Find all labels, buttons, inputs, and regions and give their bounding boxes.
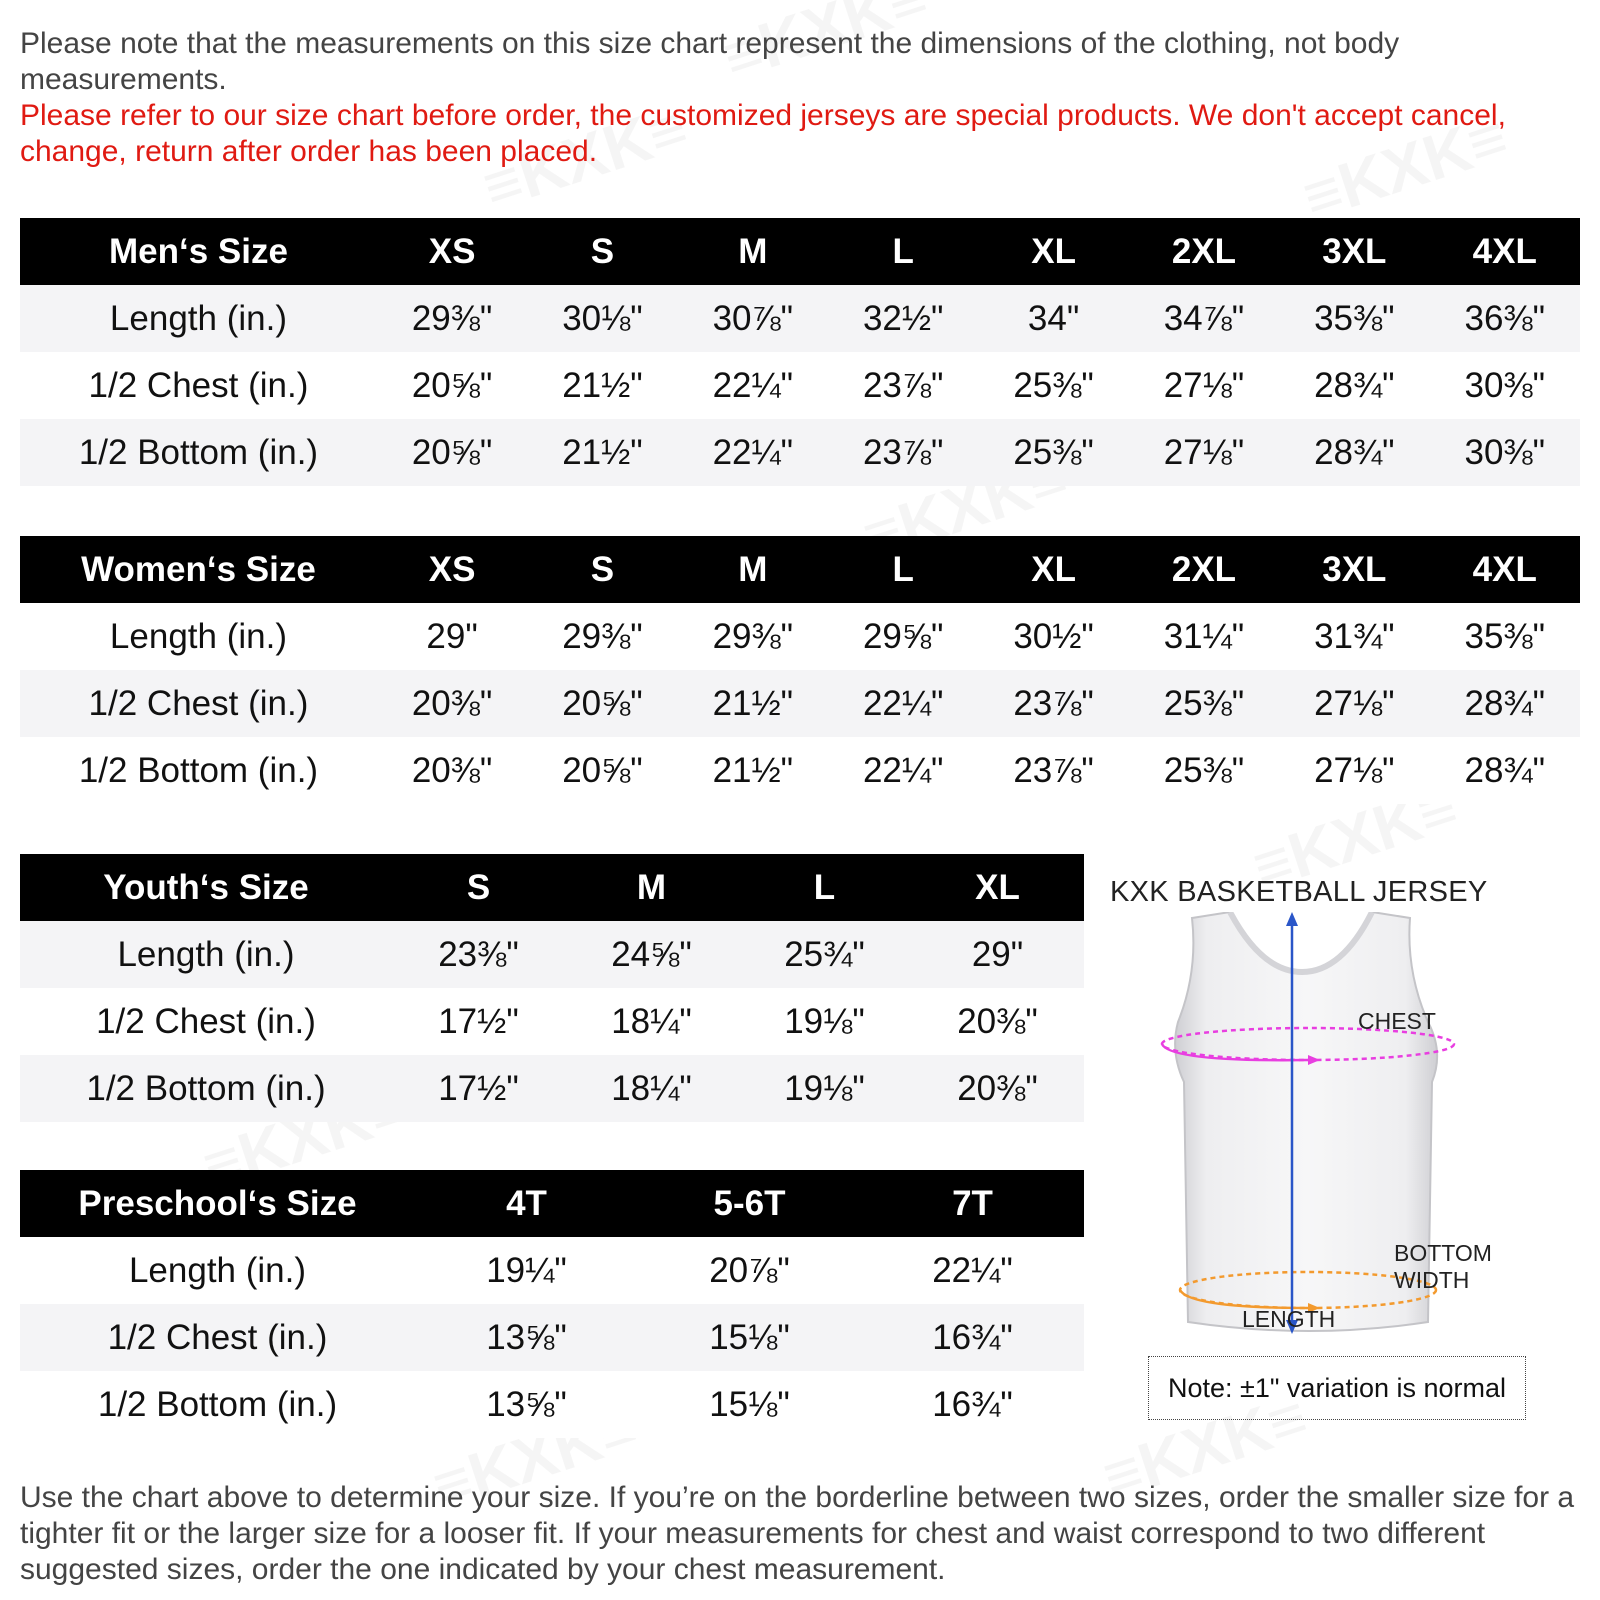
table-cell: 13⅝" (415, 1371, 638, 1438)
table-row-bottom (20, 1055, 1084, 1122)
table-cell: 30½" (978, 603, 1128, 670)
table-cell: 21½" (678, 670, 828, 737)
variation-note: Note: ±1" variation is normal (1148, 1356, 1526, 1420)
size-header: XL (978, 536, 1128, 603)
women-header-row (20, 536, 1580, 603)
table-cell: 20⅜" (377, 670, 527, 737)
table-cell: 22¼" (861, 1237, 1084, 1304)
top-notice (20, 26, 1560, 170)
table-cell: 28¾" (1279, 419, 1429, 486)
table-cell: 25¾" (738, 921, 911, 988)
table-cell: 29⅜" (678, 603, 828, 670)
table-row-bottom (20, 737, 1580, 804)
size-header: S (527, 218, 677, 285)
row-label: Length (in.) (20, 603, 377, 670)
youth-table-title: Youth‘s Size (20, 854, 392, 921)
men-header-row (20, 218, 1580, 285)
table-cell: 34" (978, 285, 1128, 352)
size-header: 3XL (1279, 536, 1429, 603)
table-cell: 18¼" (565, 1055, 738, 1122)
table-cell: 16¾" (861, 1304, 1084, 1371)
size-guidance-note: Use the chart above to determine your size. If you’re on the borderline between two sizes, order the smaller size for a tighter fit or the larger size for a looser fit. If your measurements for chest and waist correspond to two different suggested sizes, order the one indicated by your chest measurement. (20, 1481, 1575, 1586)
size-header: 4XL (1430, 536, 1580, 603)
table-cell: 15⅛" (638, 1371, 861, 1438)
table-cell: 28¾" (1279, 352, 1429, 419)
table-cell: 20⅞" (638, 1237, 861, 1304)
table-cell: 25⅜" (978, 352, 1128, 419)
no-return-warning: Please refer to our size chart before order, the customized jerseys are special products. We don't accept cancel, change, return after order has been placed. (20, 99, 1506, 168)
table-cell: 20⅜" (377, 737, 527, 804)
table-cell: 24⅝" (565, 921, 738, 988)
measurement-note: Please note that the measurements on this size chart represent the dimensions of the clothing, not body measurements. (20, 27, 1400, 96)
table-cell: 25⅜" (978, 419, 1128, 486)
table-cell: 23⅞" (978, 737, 1128, 804)
size-header: 2XL (1129, 536, 1279, 603)
table-cell: 27⅛" (1129, 352, 1279, 419)
size-header: XL (978, 218, 1128, 285)
table-cell: 28¾" (1430, 737, 1580, 804)
table-cell: 29" (377, 603, 527, 670)
size-header: XS (377, 218, 527, 285)
row-label: 1/2 Chest (in.) (20, 670, 377, 737)
size-header: M (565, 854, 738, 921)
youth-header-row (20, 854, 1084, 921)
table-cell: 31¾" (1279, 603, 1429, 670)
table-row-bottom (20, 419, 1580, 486)
row-label: 1/2 Bottom (in.) (20, 737, 377, 804)
table-cell: 22¼" (828, 670, 978, 737)
men-size-table (20, 218, 1580, 486)
jersey-illustration (1110, 912, 1590, 1372)
table-cell: 20⅝" (527, 670, 677, 737)
table-cell: 15⅛" (638, 1304, 861, 1371)
table-cell: 30⅜" (1430, 419, 1580, 486)
preschool-size-table (20, 1170, 1084, 1438)
row-label: 1/2 Bottom (in.) (20, 419, 377, 486)
table-cell: 21½" (527, 419, 677, 486)
table-cell: 17½" (392, 1055, 565, 1122)
table-cell: 32½" (828, 285, 978, 352)
bottom-width-label (1394, 1240, 1492, 1294)
table-row-length (20, 603, 1580, 670)
bottom-label-line: BOTTOM (1394, 1240, 1492, 1266)
table-cell: 20⅝" (377, 419, 527, 486)
youth-size-table (20, 854, 1084, 1122)
row-label: 1/2 Chest (in.) (20, 988, 392, 1055)
size-header: 4XL (1430, 218, 1580, 285)
size-header: M (678, 218, 828, 285)
table-cell: 20⅜" (911, 1055, 1084, 1122)
table-cell: 23⅞" (828, 419, 978, 486)
row-label: Length (in.) (20, 921, 392, 988)
size-header: L (828, 218, 978, 285)
row-label: 1/2 Bottom (in.) (20, 1371, 415, 1438)
table-cell: 19⅛" (738, 988, 911, 1055)
men-table-title: Men‘s Size (20, 218, 377, 285)
table-cell: 20⅜" (911, 988, 1084, 1055)
table-row-chest (20, 670, 1580, 737)
size-header: S (392, 854, 565, 921)
table-cell: 36⅜" (1430, 285, 1580, 352)
table-cell: 16¾" (861, 1371, 1084, 1438)
table-cell: 19⅛" (738, 1055, 911, 1122)
length-label: LENGTH (1242, 1306, 1336, 1332)
table-cell: 23⅜" (392, 921, 565, 988)
table-cell: 35⅜" (1430, 603, 1580, 670)
size-header: L (738, 854, 911, 921)
row-label: 1/2 Chest (in.) (20, 1304, 415, 1371)
size-header: 2XL (1129, 218, 1279, 285)
table-cell: 30⅜" (1430, 352, 1580, 419)
women-table-title: Women‘s Size (20, 536, 377, 603)
table-cell: 30⅛" (527, 285, 677, 352)
table-row-bottom (20, 1371, 1084, 1438)
table-cell: 17½" (392, 988, 565, 1055)
preschool-table-title: Preschool‘s Size (20, 1170, 415, 1237)
table-row-chest (20, 1304, 1084, 1371)
row-label: 1/2 Chest (in.) (20, 352, 377, 419)
size-header: 5-6T (638, 1170, 861, 1237)
size-header: L (828, 536, 978, 603)
jersey-diagram (1110, 876, 1590, 1416)
table-cell: 20⅝" (527, 737, 677, 804)
table-cell: 35⅜" (1279, 285, 1429, 352)
size-header: 4T (415, 1170, 638, 1237)
row-label: Length (in.) (20, 1237, 415, 1304)
table-cell: 27⅛" (1279, 737, 1429, 804)
table-cell: 13⅝" (415, 1304, 638, 1371)
row-label: Length (in.) (20, 285, 377, 352)
table-cell: 25⅜" (1129, 737, 1279, 804)
table-cell: 29" (911, 921, 1084, 988)
table-cell: 31¼" (1129, 603, 1279, 670)
table-cell: 22¼" (678, 419, 828, 486)
table-cell: 34⅞" (1129, 285, 1279, 352)
table-cell: 29⅝" (828, 603, 978, 670)
table-cell: 20⅝" (377, 352, 527, 419)
chest-label: CHEST (1358, 1008, 1436, 1034)
size-header: 3XL (1279, 218, 1429, 285)
table-cell: 22¼" (678, 352, 828, 419)
table-cell: 23⅞" (978, 670, 1128, 737)
width-label-line: WIDTH (1394, 1267, 1470, 1293)
table-row-chest (20, 988, 1084, 1055)
table-row-length (20, 921, 1084, 988)
table-cell: 22¼" (828, 737, 978, 804)
table-cell: 29⅜" (527, 603, 677, 670)
table-row-length (20, 285, 1580, 352)
preschool-header-row (20, 1170, 1084, 1237)
size-header: 7T (861, 1170, 1084, 1237)
table-cell: 21½" (527, 352, 677, 419)
table-cell: 25⅜" (1129, 670, 1279, 737)
size-header: M (678, 536, 828, 603)
size-header: XL (911, 854, 1084, 921)
table-cell: 21½" (678, 737, 828, 804)
table-cell: 29⅜" (377, 285, 527, 352)
size-header: S (527, 536, 677, 603)
table-cell: 27⅛" (1129, 419, 1279, 486)
table-cell: 27⅛" (1279, 670, 1429, 737)
women-size-table (20, 536, 1580, 804)
table-cell: 18¼" (565, 988, 738, 1055)
table-cell: 30⅞" (678, 285, 828, 352)
table-cell: 28¾" (1430, 670, 1580, 737)
row-label: 1/2 Bottom (in.) (20, 1055, 392, 1122)
table-cell: 23⅞" (828, 352, 978, 419)
diagram-title: KXK BASKETBALL JERSEY (1110, 876, 1488, 908)
table-cell: 19¼" (415, 1237, 638, 1304)
table-row-chest (20, 352, 1580, 419)
table-row-length (20, 1237, 1084, 1304)
size-header: XS (377, 536, 527, 603)
